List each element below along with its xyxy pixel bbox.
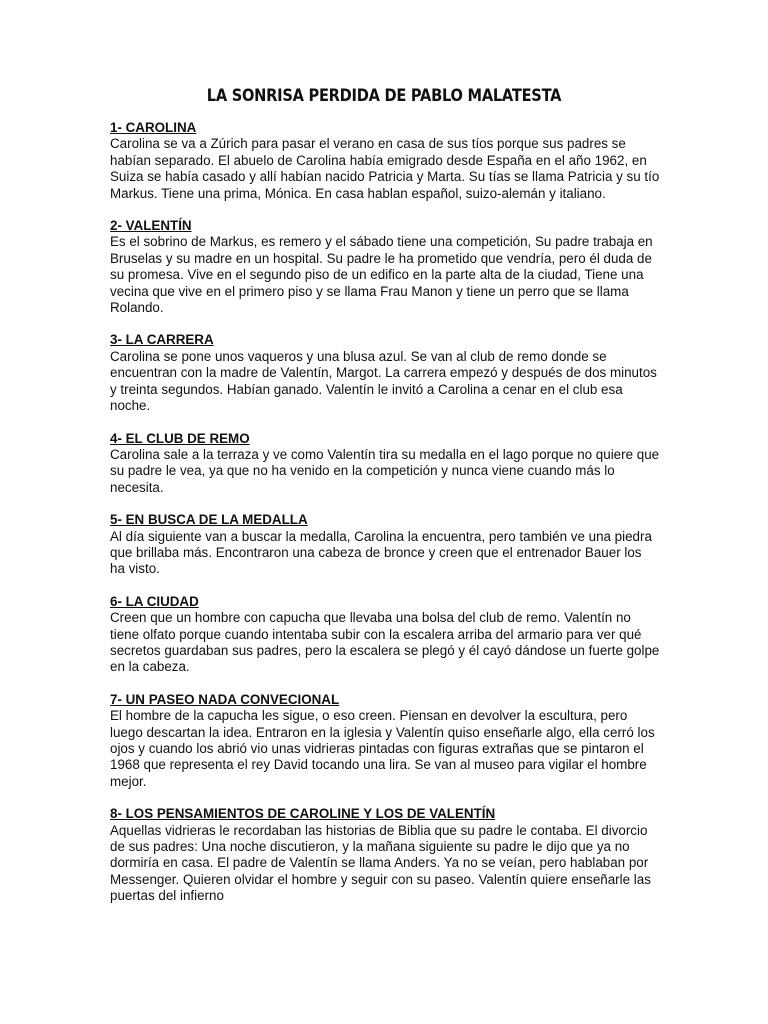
section-body: Es el sobrino de Markus, es remero y el sábado tiene una competición, Su padre trabaja en Bruselas y su madre en un hospital. Su padre le ha prometido que vendría, pero él duda de su promesa. Vive en el segundo piso de un edifico en la parte alta de la ciudad, Tiene una vecina que vive en el primero piso y se llama Frau Manon y tiene un perro que se llama Rolando. [110,234,653,316]
document-content [110,120,660,921]
section-un-paseo-nada-convecional [110,692,660,790]
section-heading: 4- EL CLUB DE REMO [110,430,250,446]
section-la-ciudad [110,594,660,676]
section-en-busca-de-la-medalla [110,512,660,578]
section-la-carrera [110,332,660,414]
section-body: Carolina se pone unos vaqueros y una blusa azul. Se van al club de remo donde se encuentran con la madre de Valentín, Margot. La carrera empezó y después de dos minutos y treinta segundos. Habían ganado. Valentín le invitó a Carolina a cenar en el club esa noche. [110,348,657,414]
section-heading: 1- CAROLINA [110,120,197,135]
section-body: El hombre de la capucha les sigue, o eso creen. Piensan en devolver la escultura, pero luego descartan la idea. Entraron en la iglesia y Valentín quiso enseñarle algo, ella cerró los ojos y cuando los abrió vio unas vidrieras pintadas con figuras extrañas que se pintaron el 1968 que representa el rey David tocando una lira. Se van al museo para vigilar el hombre mejor. [110,708,655,789]
section-heading: 5- EN BUSCA DE LA MEDALLA [110,512,308,528]
section-los-pensamientos [110,806,660,904]
section-body: Aquellas vidrieras le recordaban las historias de Biblia que su padre le contaba. El divorcio de sus padres: Una noche discutieron, y la mañana siguiente su padre le dijo que ya no dormiría en casa. El padre de Valentín se llama Anders. Ya no se veían, pero hablaban por Messenger. Quieren olvidar el hombre y seguir con su paseo. Valentín quiere enseñarle las puertas del infierno [110,822,651,904]
section-carolina [110,120,660,202]
section-heading: 6- LA CIUDAD [110,593,199,609]
section-heading: 3- LA CARRERA [110,332,214,348]
section-body: Creen que un hombre con capucha que llevaba una bolsa del club de remo. Valentín no tiene olfato porque cuando intentaba subir con la escalera arriba del armario para ver qué secretos guardaban sus padres, pero la escalera se plegó y él cayó dándose un fuerte golpe en la cabeza. [110,610,660,675]
section-body: Al día siguiente van a buscar la medalla, Carolina la encuentra, pero también ve una piedra que brillaba más. Encontraron una cabeza de bronce y creen que el entrenador Bauer los ha visto. [110,528,652,577]
section-heading: 2- VALENTÍN [110,218,192,234]
section-body: Carolina se va a Zúrich para pasar el verano en casa de sus tíos porque sus padres se habían separado. El abuelo de Carolina había emigrado desde España en el año 1962, en Suiza se había casado y allí habían nacido Patricia y Marta. Su tías se llama Patricia y su tío Markus. Tiene una prima, Mónica. En casa hablan español, suizo-alemán y italiano. [110,136,660,201]
document-title: LA SONRISA PERDIDA DE PABLO MALATESTA [206,86,562,106]
section-body: Carolina sale a la terraza y ve como Valentín tira su medalla en el lago porque no quiere que su padre le vea, ya que no ha venido en la competición y nunca viene cuando más lo necesita. [110,446,660,495]
section-heading: 8- LOS PENSAMIENTOS DE CAROLINE Y LOS DE VALENTÍN [110,806,496,822]
section-valentin [110,218,660,316]
section-heading: 7- UN PASEO NADA CONVECIONAL [110,691,340,707]
section-el-club-de-remo [110,431,660,497]
